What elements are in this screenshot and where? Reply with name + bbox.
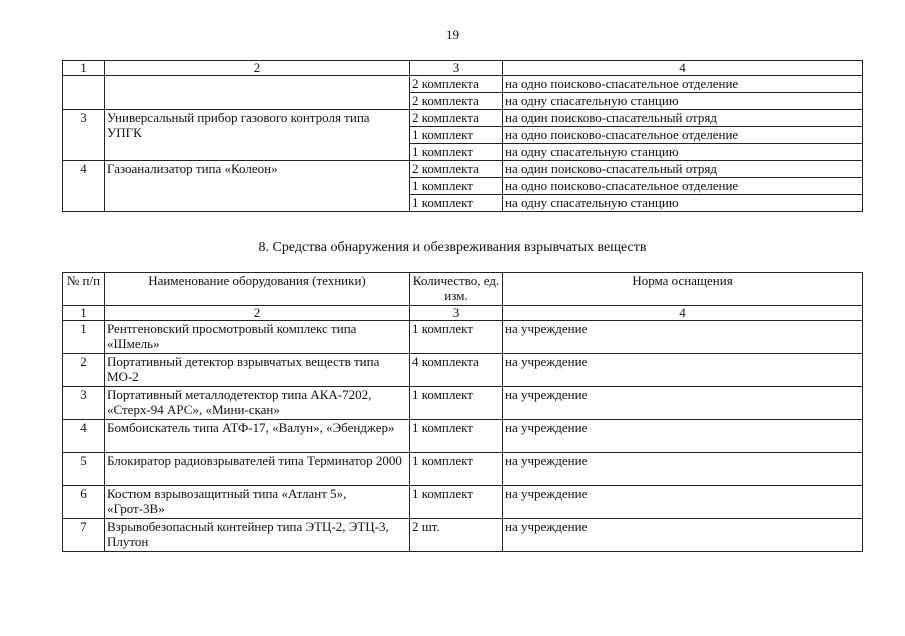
norm-cell: на одну спасательную станцию: [503, 144, 863, 161]
column-number: 2: [105, 61, 410, 76]
table-row: [63, 420, 863, 453]
quantity-cell: 2 комплекта: [410, 93, 503, 110]
column-number-row: [63, 61, 863, 76]
norm-cell: на один поисково-спасательный отряд: [503, 161, 863, 178]
quantity-cell: 1 комплект: [410, 420, 503, 453]
equipment-name: [105, 76, 410, 110]
row-number: 3: [63, 387, 105, 420]
norm-cell: на одно поисково-спасательное отделение: [503, 127, 863, 144]
equipment-name: Взрывобезопасный контейнер типа ЭТЦ-2, ЭТЦ-3, Плутон: [105, 519, 410, 552]
norm-cell: на учреждение: [503, 519, 863, 552]
norm-cell: на одно поисково-спасательное отделение: [503, 76, 863, 93]
quantity-cell: 1 комплект: [410, 144, 503, 161]
norm-cell: на один поисково-спасательный отряд: [503, 110, 863, 127]
row-number: 4: [63, 161, 105, 212]
quantity-cell: 2 комплекта: [410, 161, 503, 178]
row-number: [63, 76, 105, 110]
row-number: 5: [63, 453, 105, 486]
table-row: [63, 321, 863, 354]
quantity-cell: 1 комплект: [410, 453, 503, 486]
explosives-detection-table: [62, 272, 863, 552]
row-number: 1: [63, 321, 105, 354]
column-number: 3: [410, 61, 503, 76]
table-row: [63, 110, 863, 127]
table-row: [63, 519, 863, 552]
page-number: 19: [446, 27, 459, 42]
equipment-name: Универсальный прибор газового контроля типа УПГК: [105, 110, 410, 161]
equipment-name: Газоанализатор типа «Колеон»: [105, 161, 410, 212]
column-number: 1: [63, 306, 105, 321]
norm-cell: на учреждение: [503, 321, 863, 354]
column-number-row: [63, 306, 863, 321]
quantity-cell: 4 комплекта: [410, 354, 503, 387]
table-row: [63, 354, 863, 387]
row-number: 2: [63, 354, 105, 387]
equipment-table-continued: [62, 60, 863, 212]
column-number: 4: [503, 61, 863, 76]
quantity-cell: 1 комплект: [410, 178, 503, 195]
equipment-name: Портативный детектор взрывчатых веществ типа МО-2: [105, 354, 410, 387]
norm-cell: на учреждение: [503, 387, 863, 420]
column-number: 4: [503, 306, 863, 321]
row-number: 3: [63, 110, 105, 161]
table-row: [63, 76, 863, 93]
section-title: 8. Средства обнаружения и обезвреживания взрывчатых веществ: [258, 240, 647, 255]
column-number: 3: [410, 306, 503, 321]
header-row: [63, 273, 863, 306]
header-quantity: Количество, ед. изм.: [410, 273, 503, 306]
quantity-cell: 2 шт.: [410, 519, 503, 552]
norm-cell: на одну спасательную станцию: [503, 93, 863, 110]
norm-cell: на учреждение: [503, 420, 863, 453]
norm-cell: на учреждение: [503, 354, 863, 387]
table-row: [63, 453, 863, 486]
table-row: [63, 161, 863, 178]
column-number: 1: [63, 61, 105, 76]
quantity-cell: 2 комплекта: [410, 110, 503, 127]
quantity-cell: 1 комплект: [410, 387, 503, 420]
quantity-cell: 2 комплекта: [410, 76, 503, 93]
quantity-cell: 1 комплект: [410, 321, 503, 354]
norm-cell: на учреждение: [503, 453, 863, 486]
table-row: [63, 387, 863, 420]
row-number: 6: [63, 486, 105, 519]
quantity-cell: 1 комплект: [410, 195, 503, 212]
equipment-name: Костюм взрывозащитный типа «Атлант 5», «Грот-3В»: [105, 486, 410, 519]
quantity-cell: 1 комплект: [410, 486, 503, 519]
equipment-name: Рентгеновский просмотровый комплекс типа «Шмель»: [105, 321, 410, 354]
column-number: 2: [105, 306, 410, 321]
header-number: № п/п: [63, 273, 105, 306]
norm-cell: на одну спасательную станцию: [503, 195, 863, 212]
header-norm: Норма оснащения: [503, 273, 863, 306]
row-number: 4: [63, 420, 105, 453]
quantity-cell: 1 комплект: [410, 127, 503, 144]
equipment-name: Блокиратор радиовзрывателей типа Терминатор 2000: [105, 453, 410, 486]
row-number: 7: [63, 519, 105, 552]
norm-cell: на одно поисково-спасательное отделение: [503, 178, 863, 195]
equipment-name: Портативный металлодетектор типа АКА-7202, «Стерх-94 АРС», «Мини-скан»: [105, 387, 410, 420]
norm-cell: на учреждение: [503, 486, 863, 519]
equipment-name: Бомбоискатель типа АТФ-17, «Валун», «Эбенджер»: [105, 420, 410, 453]
header-name: Наименование оборудования (техники): [105, 273, 410, 306]
table-row: [63, 486, 863, 519]
